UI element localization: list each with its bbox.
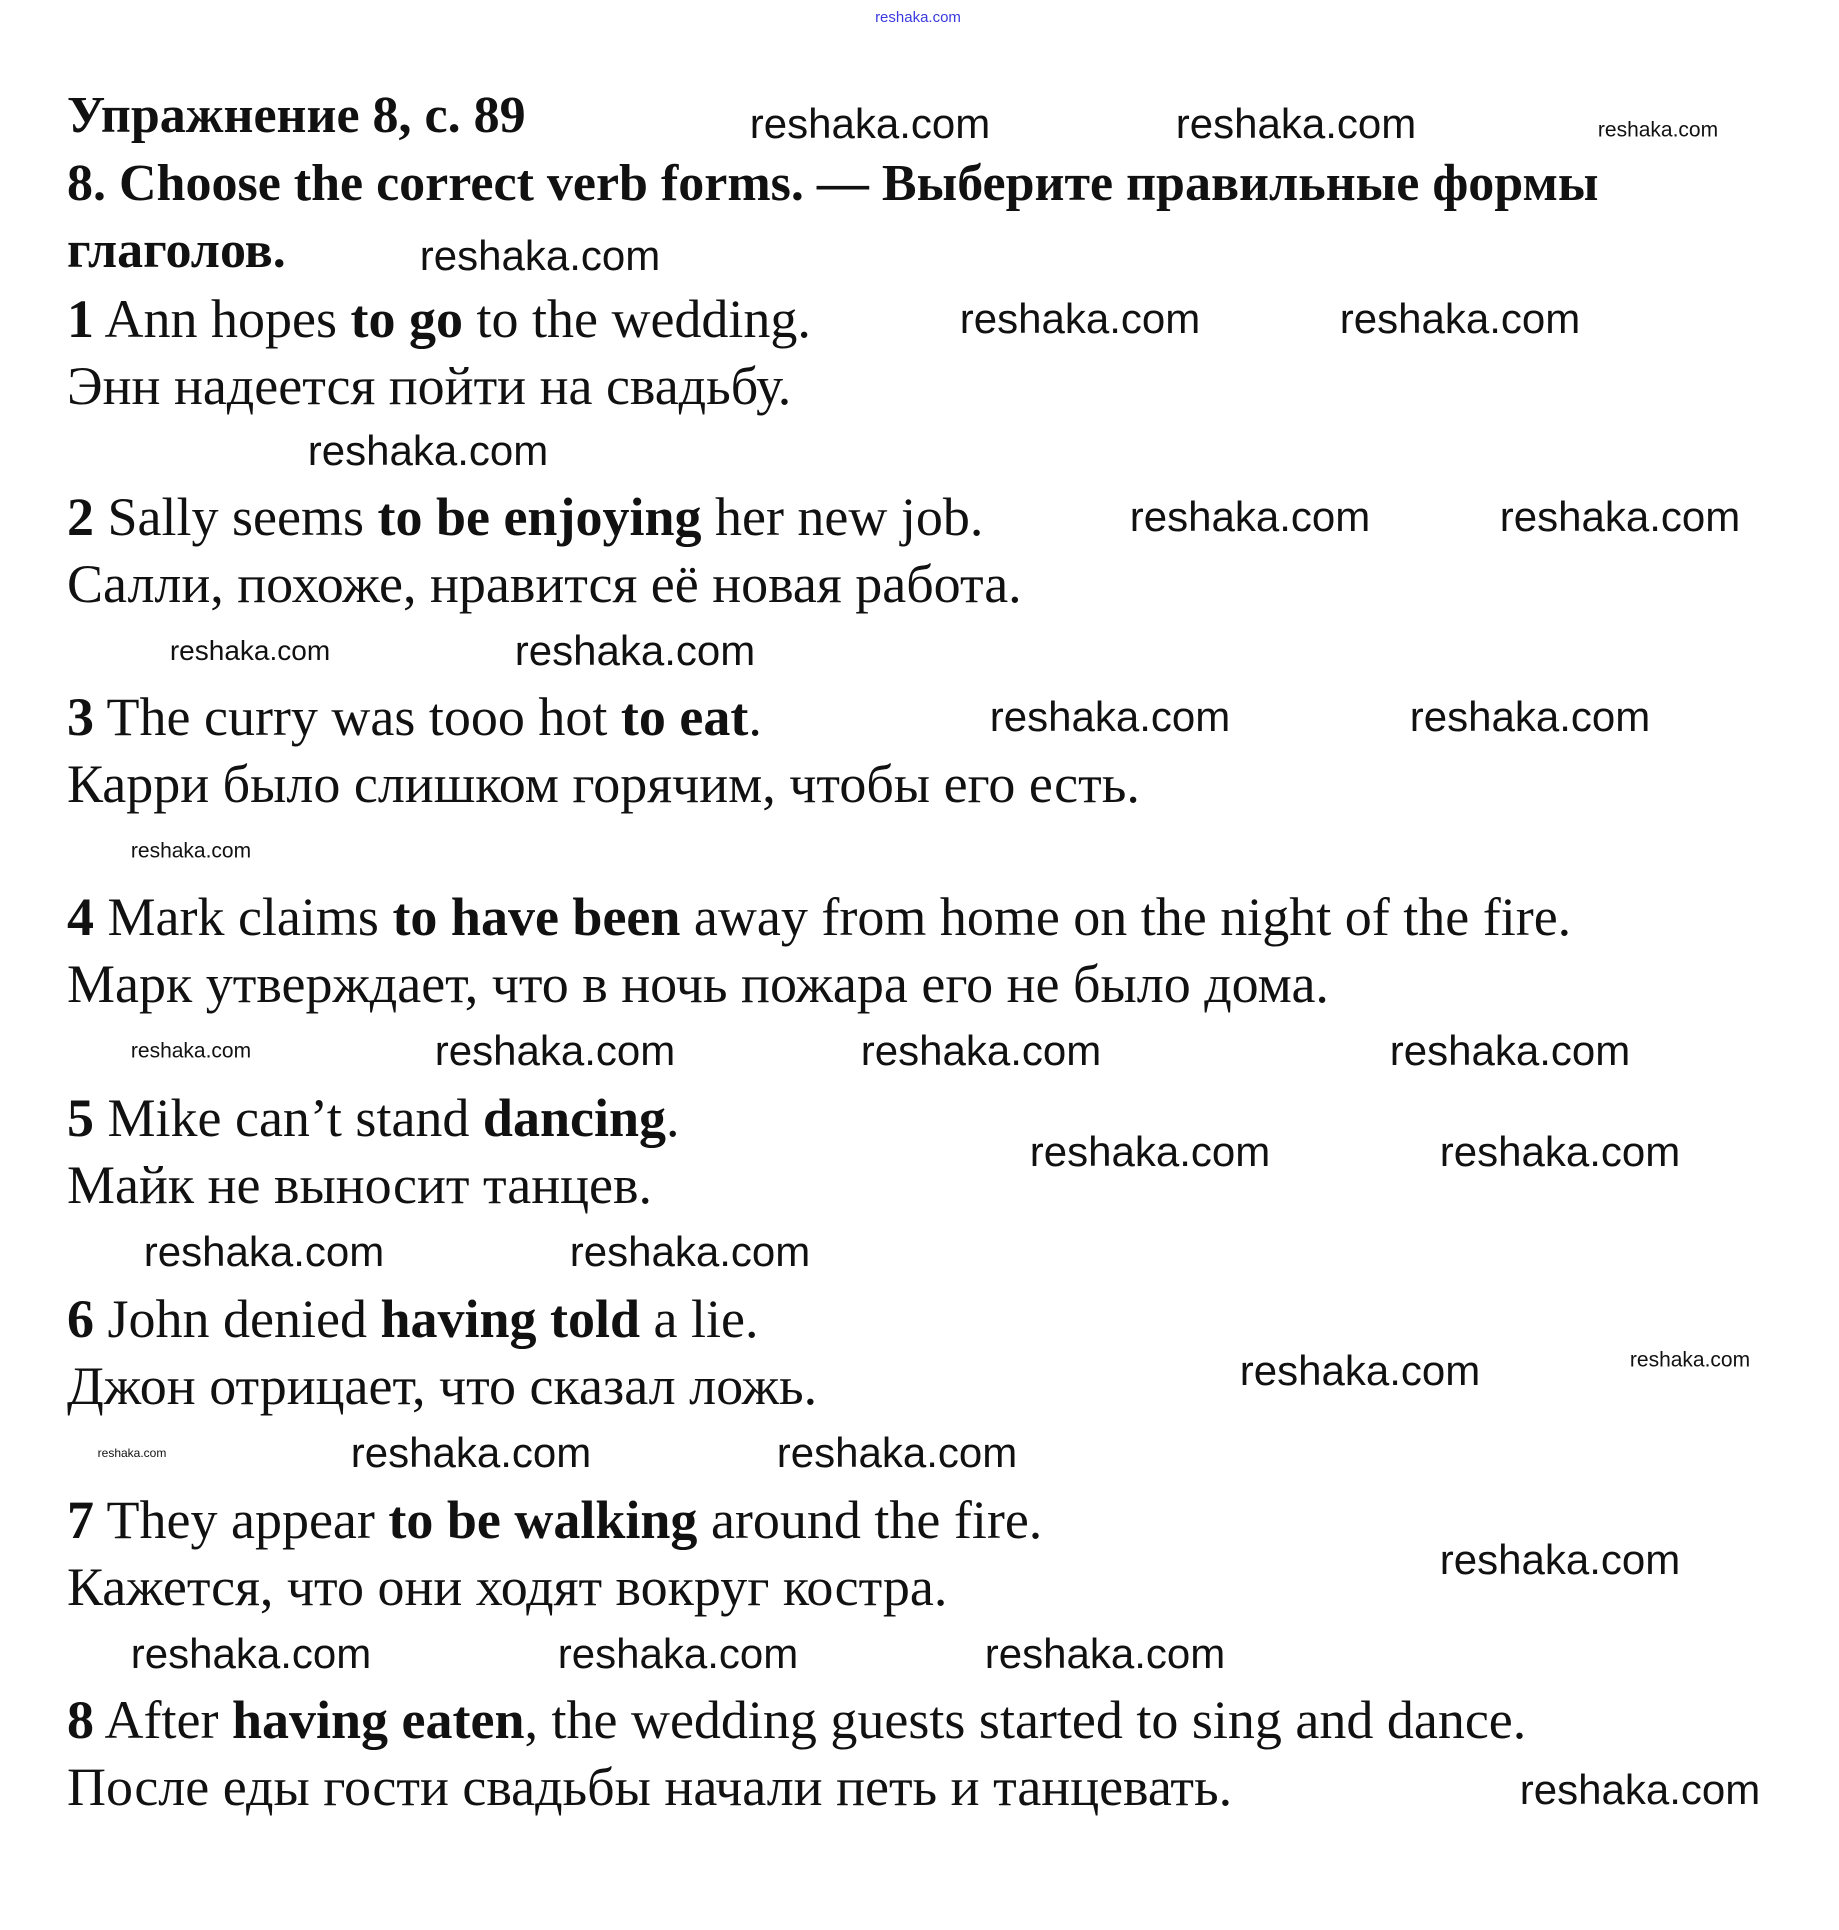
watermark: reshaka.com: [130, 1630, 372, 1677]
watermark: reshaka.com: [1175, 100, 1417, 147]
watermark: reshaka.com: [143, 1228, 385, 1275]
watermark: reshaka.com: [350, 1429, 592, 1476]
watermark: reshaka.com: [1129, 493, 1371, 540]
sentence-russian-translation: Карри было слишком горячим, чтобы его есть.: [67, 754, 1140, 814]
sentence-number: 1: [67, 289, 94, 349]
watermark: reshaka.com: [307, 427, 549, 474]
watermark: reshaka.com: [989, 693, 1231, 740]
sentence-russian-translation: Джон отрицает, что сказал ложь.: [67, 1356, 818, 1416]
sentence-number: 3: [67, 687, 94, 747]
sentence-russian-translation: Кажется, что они ходят вокруг костра.: [67, 1557, 948, 1617]
sentence-text: to the wedding.: [462, 289, 811, 349]
top-site-link[interactable]: reshaka.com: [875, 9, 961, 26]
sentence-number: 6: [67, 1289, 94, 1349]
watermark: reshaka.com: [569, 1228, 811, 1275]
watermark: reshaka.com: [749, 100, 991, 147]
sentence-russian-translation: Марк утверждает, что в ночь пожара его не было дома.: [67, 954, 1329, 1014]
sentence-text: Ann hopes: [94, 289, 351, 349]
answer-verb-form: to be walking: [388, 1490, 698, 1550]
sentence-number: 7: [67, 1490, 94, 1550]
answer-verb-form: to go: [350, 289, 463, 349]
sentence-number: 2: [67, 487, 94, 547]
sentence-english: [67, 1692, 1526, 1748]
watermark: reshaka.com: [860, 1027, 1102, 1074]
sentence-text: away from home on the night of the fire.: [680, 887, 1572, 947]
watermark: reshaka.com: [557, 1630, 799, 1677]
sentence-text: Mike can’t stand: [94, 1088, 483, 1148]
sentence-text: John denied: [94, 1289, 381, 1349]
sentence-number: 4: [67, 887, 94, 947]
watermark: reshaka.com: [776, 1429, 1018, 1476]
sentence-english: [67, 489, 983, 545]
watermark: reshaka.com: [1239, 1347, 1481, 1394]
watermark: reshaka.com: [97, 1446, 167, 1460]
sentence-number: 5: [67, 1088, 94, 1148]
sentence-text: .: [666, 1088, 680, 1148]
sentence-text: around the fire.: [697, 1490, 1043, 1550]
sentence-text: , the wedding guests started to sing and dance.: [524, 1690, 1527, 1750]
watermark: reshaka.com: [1339, 295, 1581, 342]
sentence-english: [67, 291, 811, 347]
watermark: reshaka.com: [130, 1039, 252, 1063]
sentence-russian-translation: Энн надеется пойти на свадьбу.: [67, 356, 792, 416]
sentence-text: her new job.: [701, 487, 984, 547]
task-instruction-line2: глаголов.: [67, 222, 286, 279]
answer-verb-form: having told: [380, 1289, 641, 1349]
watermark: reshaka.com: [1597, 118, 1719, 142]
watermark: reshaka.com: [1389, 1027, 1631, 1074]
sentence-text: They appear: [94, 1490, 389, 1550]
answer-verb-form: dancing: [482, 1088, 666, 1148]
task-instruction-line1: 8. Choose the correct verb forms. — Выберите правильные формы: [67, 155, 1599, 212]
watermark: reshaka.com: [1499, 493, 1741, 540]
sentence-english: [67, 1090, 680, 1146]
watermark: reshaka.com: [1439, 1536, 1681, 1583]
sentence-text: The curry was tooo hot: [94, 687, 621, 747]
watermark: reshaka.com: [419, 232, 661, 279]
watermark: reshaka.com: [1629, 1348, 1751, 1372]
sentence-russian-translation: Майк не выносит танцев.: [67, 1155, 652, 1215]
watermark: reshaka.com: [984, 1630, 1226, 1677]
sentence-english: [67, 1291, 759, 1347]
watermark: reshaka.com: [959, 295, 1201, 342]
watermark: reshaka.com: [1439, 1128, 1681, 1175]
exercise-title: Упражнение 8, с. 89: [67, 87, 526, 144]
watermark: reshaka.com: [434, 1027, 676, 1074]
sentence-english: [67, 1492, 1042, 1548]
answer-verb-form: to eat: [620, 687, 749, 747]
sentence-number: 8: [67, 1690, 94, 1750]
sentence-english: [67, 889, 1571, 945]
answer-verb-form: having eaten: [231, 1690, 525, 1750]
answer-verb-form: to have been: [392, 887, 681, 947]
watermark: reshaka.com: [1519, 1766, 1761, 1813]
sentence-text: .: [748, 687, 762, 747]
sentence-text: a lie.: [640, 1289, 759, 1349]
watermark: reshaka.com: [514, 627, 756, 674]
watermark: reshaka.com: [130, 839, 252, 863]
sentence-text: Sally seems: [94, 487, 378, 547]
sentence-russian-translation: После еды гости свадьбы начали петь и танцевать.: [67, 1757, 1233, 1817]
sentence-russian-translation: Салли, похоже, нравится её новая работа.: [67, 554, 1022, 614]
answer-verb-form: to be enjoying: [377, 487, 702, 547]
watermark: reshaka.com: [1409, 693, 1651, 740]
sentence-english: [67, 689, 762, 745]
watermark: reshaka.com: [1029, 1128, 1271, 1175]
sentence-text: Mark claims: [94, 887, 393, 947]
watermark: reshaka.com: [169, 635, 331, 666]
sentence-text: After: [94, 1690, 232, 1750]
